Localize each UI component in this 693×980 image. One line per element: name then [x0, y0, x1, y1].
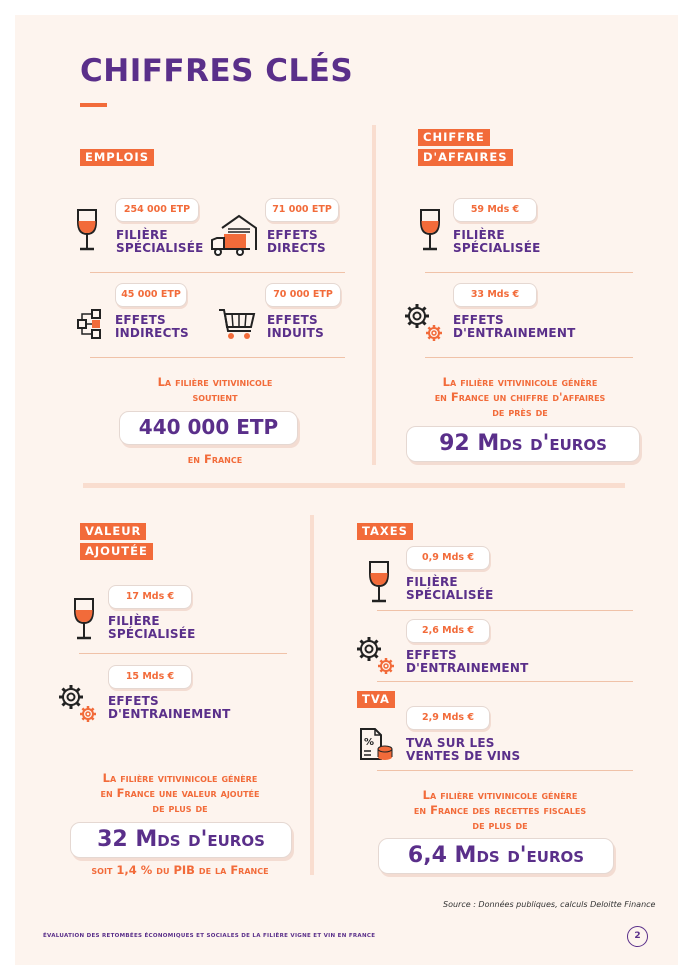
separator	[425, 357, 633, 358]
ca-total-box: 92 Mds d'euros	[406, 426, 640, 462]
item-label: EFFETS	[406, 648, 457, 662]
statement-line: soutient	[192, 390, 238, 404]
item-label: FILIÈRE	[453, 228, 505, 242]
wine-glass-icon	[418, 208, 442, 252]
value-pill: 15 Mds €	[108, 665, 192, 689]
tax-document-icon	[359, 727, 395, 763]
taxes-total-box: 6,4 Mds d'euros	[378, 838, 614, 874]
title-underline	[80, 103, 107, 107]
item-label: D'ENTRAINEMENT	[453, 326, 576, 340]
item-label: FILIÈRE	[108, 614, 160, 628]
shopping-cart-icon	[217, 307, 257, 343]
value-pill: 45 000 ETP	[115, 283, 187, 307]
item-label: DIRECTS	[267, 241, 326, 255]
statement-line: en France une valeur ajoutée	[100, 786, 260, 800]
item-label: INDIRECTS	[115, 326, 189, 340]
page-title: CHIFFRES CLÉS	[80, 53, 354, 89]
value-pill: 254 000 ETP	[115, 198, 199, 222]
page-number: 2	[627, 926, 648, 947]
statement-line: La filière vitivinicole génère	[442, 375, 598, 389]
svg-text:%: %	[364, 737, 375, 748]
statement-line: de plus de	[152, 801, 208, 815]
item-label: EFFETS	[267, 313, 318, 327]
separator	[377, 610, 633, 611]
footer-text: ÉVALUATION DES RETOMBÉES ÉCONOMIQUES ET SOCIALES DE LA FILIÈRE VIGNE ET VIN EN FRANCE	[43, 933, 376, 939]
gears-icon	[403, 302, 445, 344]
value-pill: 17 Mds €	[108, 585, 192, 609]
warehouse-truck-icon	[210, 212, 260, 256]
statement-line: en France	[187, 452, 243, 466]
va-tag: AJOUTÉE	[80, 543, 153, 560]
item-label: EFFETS	[115, 313, 166, 327]
ca-tag: D'AFFAIRES	[418, 149, 513, 166]
wine-glass-icon	[72, 597, 96, 641]
value-pill: 70 000 ETP	[265, 283, 341, 307]
statement-line: de près de	[492, 405, 548, 419]
statement-line: en France des recettes fiscales	[413, 803, 587, 817]
item-label: SPÉCIALISÉE	[406, 588, 494, 602]
separator	[377, 770, 633, 771]
value-pill: 2,9 Mds €	[406, 706, 490, 730]
item-label: VENTES DE VINS	[406, 749, 521, 763]
statement-line: de plus de	[472, 818, 528, 832]
va-tag: VALEUR	[80, 523, 146, 540]
statement-line: en France un chiffre d'affaires	[434, 390, 606, 404]
value-pill: 33 Mds €	[453, 283, 537, 307]
item-label: EFFETS	[453, 313, 504, 327]
item-label: EFFETS	[108, 694, 159, 708]
gears-icon	[57, 683, 99, 725]
item-label: SPÉCIALISÉE	[108, 627, 196, 641]
item-label: INDUITS	[267, 326, 324, 340]
separator	[79, 653, 287, 654]
emplois-total-box: 440 000 ETP	[119, 411, 298, 445]
source-note: Source : Données publiques, calculs Deloitte Finance	[443, 900, 656, 909]
value-pill: 0,9 Mds €	[406, 546, 490, 570]
item-label: SPÉCIALISÉE	[453, 241, 541, 255]
tva-tag: TVA	[357, 691, 395, 708]
separator	[90, 357, 345, 358]
statement-line: La filière vitivinicole	[157, 375, 273, 389]
item-label: EFFETS	[267, 228, 318, 242]
statement-line: La filière vitivinicole génère	[102, 771, 258, 785]
vertical-divider-bottom	[310, 515, 314, 875]
item-label: SPÉCIALISÉE	[116, 241, 204, 255]
ca-tag: CHIFFRE	[418, 129, 490, 146]
item-label: D'ENTRAINEMENT	[406, 661, 529, 675]
taxes-tag: TAXES	[357, 523, 413, 540]
item-label: D'ENTRAINEMENT	[108, 707, 231, 721]
emplois-tag: EMPLOIS	[80, 149, 154, 166]
value-pill: 2,6 Mds €	[406, 619, 490, 643]
separator	[377, 681, 633, 682]
gears-icon	[355, 635, 397, 677]
va-total-box: 32 Mds d'euros	[70, 822, 292, 858]
separator	[90, 272, 345, 273]
separator	[425, 272, 633, 273]
statement-line: soit 1,4 % du PIB de la France	[91, 863, 269, 877]
network-flow-icon	[77, 308, 105, 340]
horizontal-divider	[83, 483, 625, 488]
value-pill: 59 Mds €	[453, 198, 537, 222]
item-label: FILIÈRE	[406, 575, 458, 589]
page	[15, 15, 678, 965]
vertical-divider-top	[372, 125, 376, 465]
item-label: FILIÈRE	[116, 228, 168, 242]
wine-glass-icon	[367, 560, 391, 604]
item-label: TVA SUR LES	[406, 736, 495, 750]
value-pill: 71 000 ETP	[265, 198, 339, 222]
statement-line: La filière vitivinicole génère	[422, 788, 578, 802]
wine-glass-icon	[75, 208, 99, 252]
